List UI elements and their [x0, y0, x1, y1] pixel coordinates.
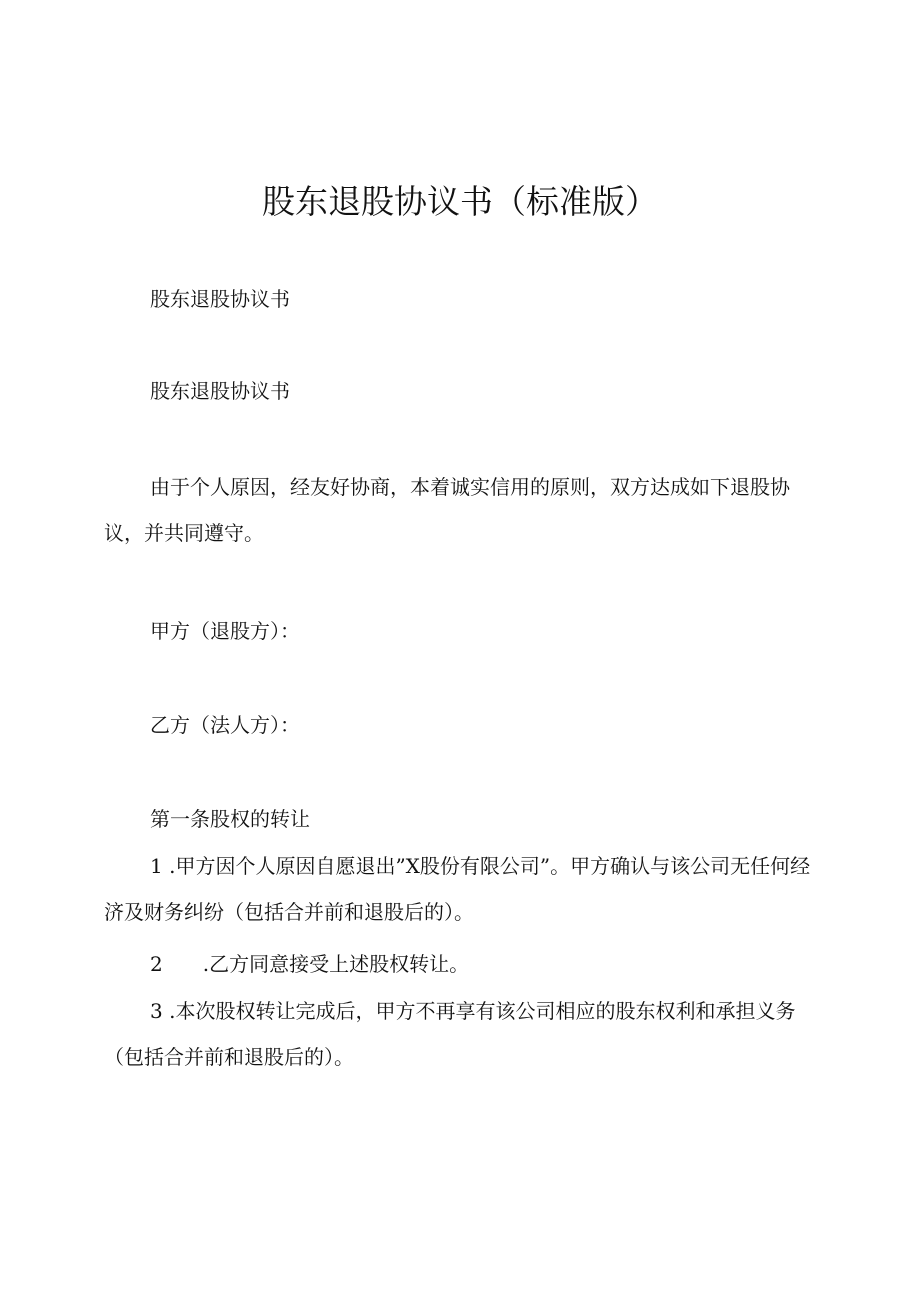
- article-1-title: 第一条股权的转让: [150, 807, 310, 831]
- clause-2-paragraph: [104, 941, 820, 987]
- party-b-line: 乙方（法人方）：: [150, 713, 300, 737]
- party-a-line: 甲方（退股方）：: [150, 619, 300, 643]
- clause-2-number: 2: [150, 952, 163, 976]
- clause-1-paragraph: 1 .甲方因个人原因自愿退出”X股份有限公司”。甲方确认与该公司无任何经济及财务纠纷（包括合并前和退股后的）。: [104, 854, 811, 924]
- clause-2-text: .乙方同意接受上述股权转让。: [202, 952, 470, 976]
- intro-paragraph: 由于个人原因，经友好协商，本着诚实信用的原则，双方达成如下退股协议，并共同遵守。: [104, 475, 790, 545]
- clause-3-paragraph: 3 .本次股权转让完成后，甲方不再享有该公司相应的股东权利和承担义务（包括合并前和退股后的）。: [104, 999, 796, 1069]
- document-title: 股东退股协议书（标准版）: [262, 182, 658, 221]
- heading-line-2: 股东退股协议书: [150, 379, 290, 403]
- heading-line-1: 股东退股协议书: [150, 287, 290, 311]
